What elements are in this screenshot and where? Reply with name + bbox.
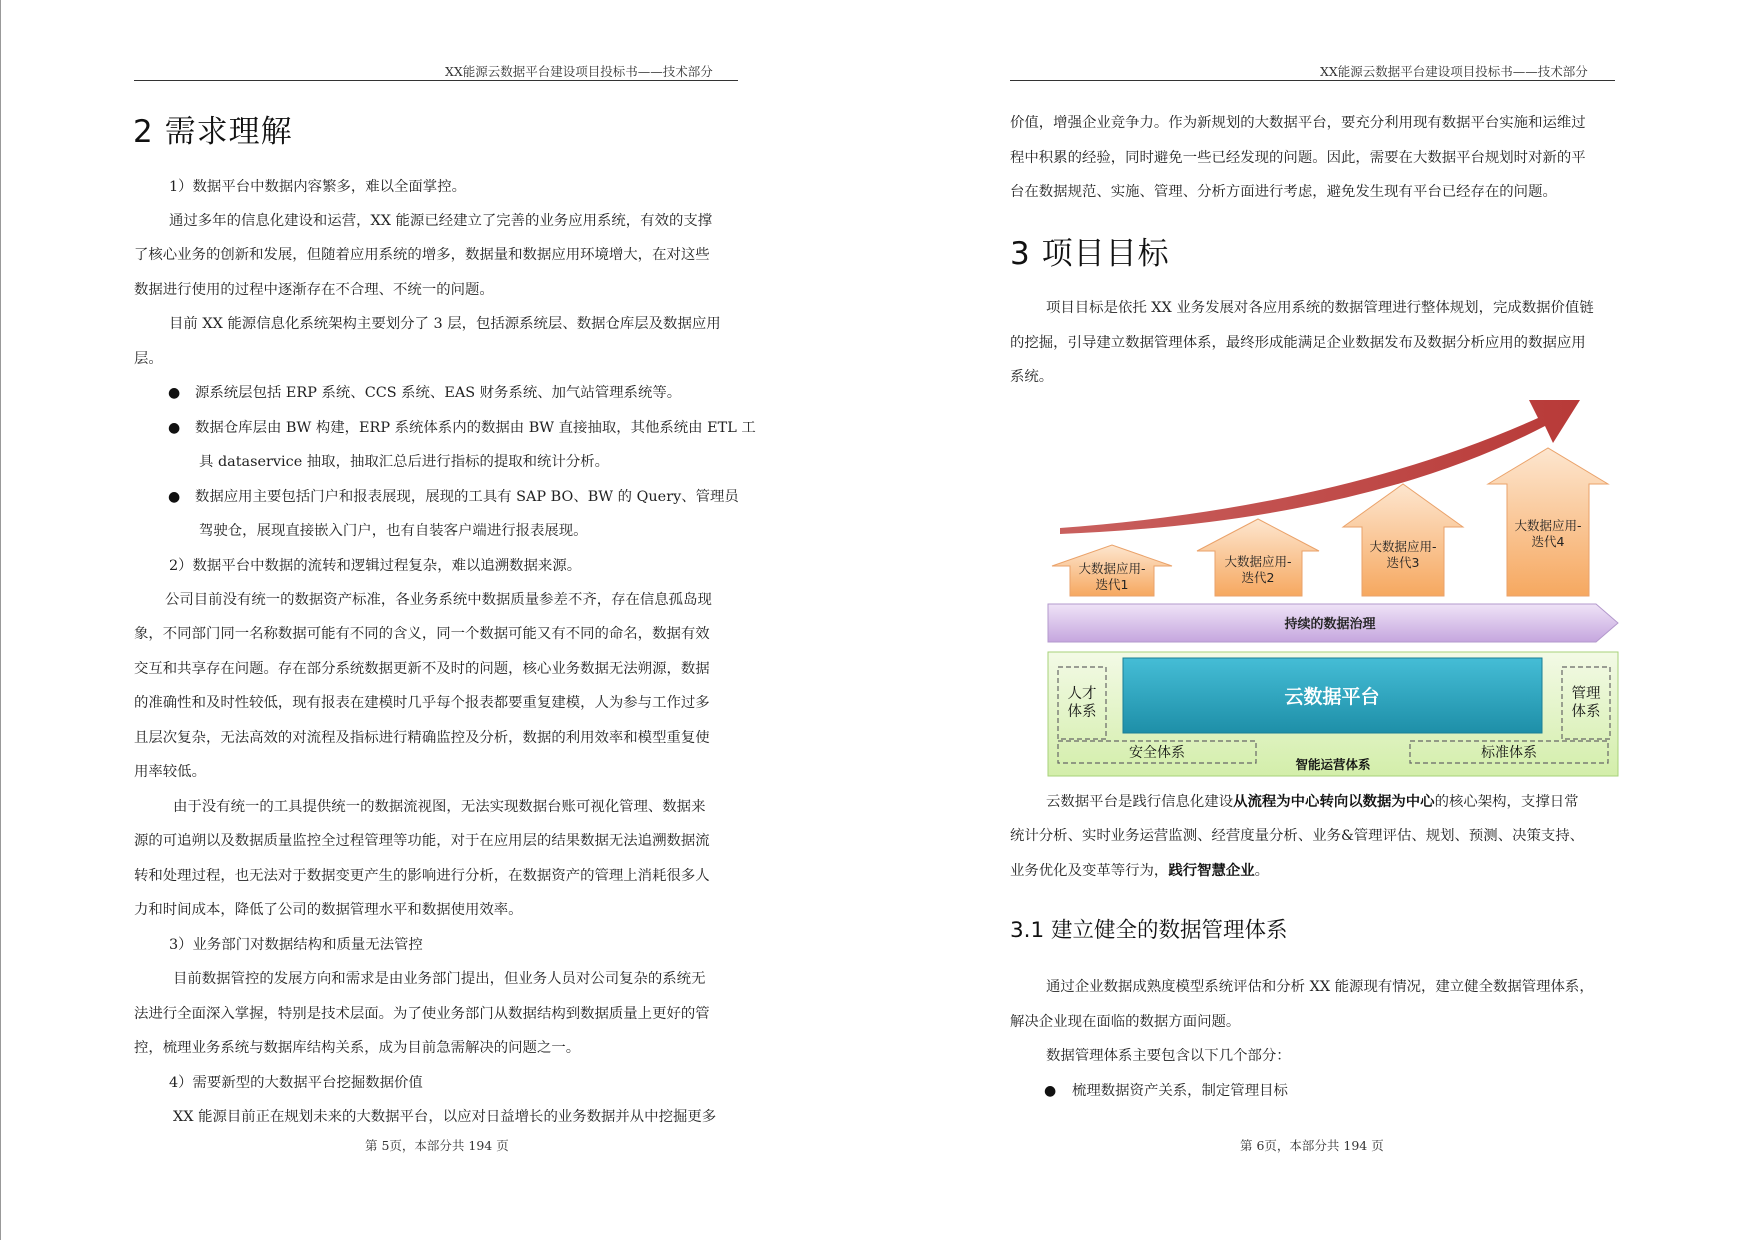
caption-emphasis: 践行智慧企业 xyxy=(1168,862,1255,879)
paragraph-line: 系统。 xyxy=(1010,369,1054,385)
bullet-dot: ● xyxy=(1044,1083,1057,1099)
bullet-item: 驾驶仓，展现直接嵌入门户，也有自装客户端进行报表展现。 xyxy=(199,523,588,539)
paragraph-line: 用率较低。 xyxy=(134,764,206,780)
platform-label: 云数据平台 xyxy=(1284,686,1380,708)
caption-text: 云数据平台是践行信息化建设 xyxy=(1046,794,1234,810)
running-header: XX能源云数据平台建设项目投标书——技术部分 xyxy=(445,64,713,79)
paragraph-line: 象，不同部门同一名称数据可能有不同的含义，同一个数据可能又有不同的命名，数据有效 xyxy=(134,626,710,642)
paragraph-line: XX 能源目前正在规划未来的大数据平台，以应对日益增长的业务数据并从中挖掘更多 xyxy=(173,1109,717,1125)
page-footer: 第 6页，本部分共 194 页 xyxy=(1240,1138,1384,1153)
subsection-title: 3.1 建立健全的数据管理体系 xyxy=(1010,918,1288,943)
paragraph-line: 4）需要新型的大数据平台挖掘数据价值 xyxy=(169,1075,423,1091)
paragraph-line: 程中积累的经验，同时避免一些已经发现的问题。因此，需要在大数据平台规划时对新的平 xyxy=(1010,150,1586,166)
paragraph-line: 数据进行使用的过程中逐渐存在不合理、不统一的问题。 xyxy=(134,282,494,298)
paragraph-line: 3）业务部门对数据结构和质量无法管控 xyxy=(169,937,423,953)
iteration-label: 大数据应用- xyxy=(1224,554,1292,569)
bullet-dot: ● xyxy=(168,385,181,401)
paragraph-line: 项目目标是依托 XX 业务发展对各应用系统的数据管理进行整体规划，完成数据价值链 xyxy=(1046,300,1594,316)
paragraph-line: 台在数据规范、实施、管理、分析方面进行考虑，避免发生现有平台已经存在的问题。 xyxy=(1010,184,1557,200)
standards-label: 标准体系 xyxy=(1481,745,1537,761)
management-label: 管理 xyxy=(1571,686,1601,702)
iteration-label: 大数据应用- xyxy=(1369,539,1437,554)
paragraph-line: 的准确性和及时性较低，现有报表在建模时几乎每个报表都要重复建模，人为参与工作过多 xyxy=(134,695,710,711)
iteration-label: 迭代2 xyxy=(1241,570,1275,585)
paragraph-line: 2）数据平台中数据的流转和逻辑过程复杂，难以追溯数据来源。 xyxy=(169,558,582,574)
paragraph-line: 力和时间成本，降低了公司的数据管理水平和数据使用效率。 xyxy=(134,902,523,918)
paragraph-line: 通过企业数据成熟度模型系统评估和分析 XX 能源现有情况，建立健全数据管理体系， xyxy=(1046,979,1594,995)
paragraph-line: 源的可追朔以及数据质量监控全过程管理等功能，对于在应用层的结果数据无法追溯数据流 xyxy=(134,833,710,849)
iteration-label: 迭代4 xyxy=(1531,534,1565,549)
paragraph-line: 由于没有统一的工具提供统一的数据流视图，无法实现数据台账可视化管理、数据来 xyxy=(173,799,706,815)
bullet-item: 具 dataservice 抽取，抽取汇总后进行指标的提取和统计分析。 xyxy=(199,454,609,470)
paragraph-line: 价值，增强企业竞争力。作为新规划的大数据平台，要充分利用现有数据平台实施和运维过 xyxy=(1010,115,1586,131)
iteration-arrow-4 xyxy=(1488,448,1608,596)
iteration-arrow-3 xyxy=(1343,484,1463,596)
page-footer: 第 5页，本部分共 194 页 xyxy=(365,1138,509,1153)
paragraph-line: 层。 xyxy=(134,351,163,367)
paragraph-line: 解决企业现在面临的数据方面问题。 xyxy=(1010,1014,1241,1030)
paragraph-line: 交互和共享存在问题。存在部分系统数据更新不及时的问题，核心业务数据无法朔源，数据 xyxy=(134,661,710,677)
bullet-dot: ● xyxy=(168,489,181,505)
caption-text: 。 xyxy=(1254,863,1270,879)
paragraph-line: 统计分析、实时业务运营监测、经营度量分析、业务&管理评估、规划、预测、决策支持、 xyxy=(1010,828,1585,844)
iteration-label: 迭代1 xyxy=(1095,577,1129,592)
paragraph-line: 控，梳理业务系统与数据库结构关系，成为目前急需解决的问题之一。 xyxy=(134,1040,581,1056)
operations-label: 智能运营体系 xyxy=(1295,757,1371,772)
iteration-label: 大数据应用- xyxy=(1078,561,1146,576)
governance-label: 持续的数据治理 xyxy=(1284,617,1376,632)
paragraph-line: 目前数据管控的发展方向和需求是由业务部门提出，但业务人员对公司复杂的系统无 xyxy=(173,971,706,987)
section-title: 3 项目目标 xyxy=(1010,236,1170,272)
iteration-arrow-1 xyxy=(1052,545,1172,596)
talent-label: 人才 xyxy=(1067,686,1097,702)
paragraph-line: 法进行全面深入掌握，特别是技术层面。为了使业务部门从数据结构到数据质量上更好的管 xyxy=(134,1006,710,1022)
paragraph-line xyxy=(1046,792,1621,812)
iteration-arrow-2 xyxy=(1197,519,1319,596)
paragraph-line: 数据管理体系主要包含以下几个部分： xyxy=(1046,1048,1291,1064)
header-rule xyxy=(134,80,738,81)
growth-arrow xyxy=(1060,400,1580,534)
paragraph-line: 转和处理过程，也无法对于数据变更产生的影响进行分析，在数据资产的管理上消耗很多人 xyxy=(134,868,710,884)
bullet-item: 数据仓库层由 BW 构建，ERP 系统体系内的数据由 BW 直接抽取，其他系统由 ETL 工 xyxy=(195,420,756,436)
paragraph-line: 的挖掘，引导建立数据管理体系，最终形成能满足企业数据发布及数据分析应用的数据应用 xyxy=(1010,335,1586,351)
iteration-label: 迭代3 xyxy=(1386,555,1420,570)
security-label: 安全体系 xyxy=(1129,745,1185,761)
management-label: 体系 xyxy=(1571,704,1601,720)
bullet-item: 梳理数据资产关系，制定管理目标 xyxy=(1072,1083,1288,1099)
paragraph-line: 公司目前没有统一的数据资产标准，各业务系统中数据质量参差不齐，存在信息孤岛现 xyxy=(165,592,712,608)
running-header: XX能源云数据平台建设项目投标书——技术部分 xyxy=(1320,64,1588,79)
bullet-item: 源系统层包括 ERP 系统、CCS 系统、EAS 财务系统、加气站管理系统等。 xyxy=(195,385,682,401)
caption-emphasis: 从流程为中心转向以数据为中心 xyxy=(1233,793,1435,810)
paragraph-line: 通过多年的信息化建设和运营，XX 能源已经建立了完善的业务应用系统，有效的支撑 xyxy=(169,213,713,229)
bullet-item: 数据应用主要包括门户和报表展现，展现的工具有 SAP BO、BW 的 Query、管理员 xyxy=(195,489,739,505)
header-rule xyxy=(1010,80,1615,81)
section-title: 2 需求理解 xyxy=(133,114,293,150)
talent-label: 体系 xyxy=(1067,704,1097,720)
caption-text: 业务优化及变革等行为， xyxy=(1010,863,1169,879)
paragraph-line: 1）数据平台中数据内容繁多，难以全面掌控。 xyxy=(169,179,466,195)
iteration-label: 大数据应用- xyxy=(1514,518,1582,533)
bullet-dot: ● xyxy=(168,420,181,436)
caption-text: 的核心架构，支撑日常 xyxy=(1434,794,1579,810)
paragraph-line: 且层次复杂，无法高效的对流程及指标进行精确监控及分析，数据的利用效率和模型重复使 xyxy=(134,730,710,746)
architecture-diagram xyxy=(1040,392,1620,780)
paragraph-line xyxy=(1010,861,1269,881)
paragraph-line: 目前 XX 能源信息化系统架构主要划分了 3 层，包括源系统层、数据仓库层及数据应用 xyxy=(169,316,721,332)
paragraph-line: 了核心业务的创新和发展，但随着应用系统的增多，数据量和数据应用环境增大，在对这些 xyxy=(134,247,710,263)
